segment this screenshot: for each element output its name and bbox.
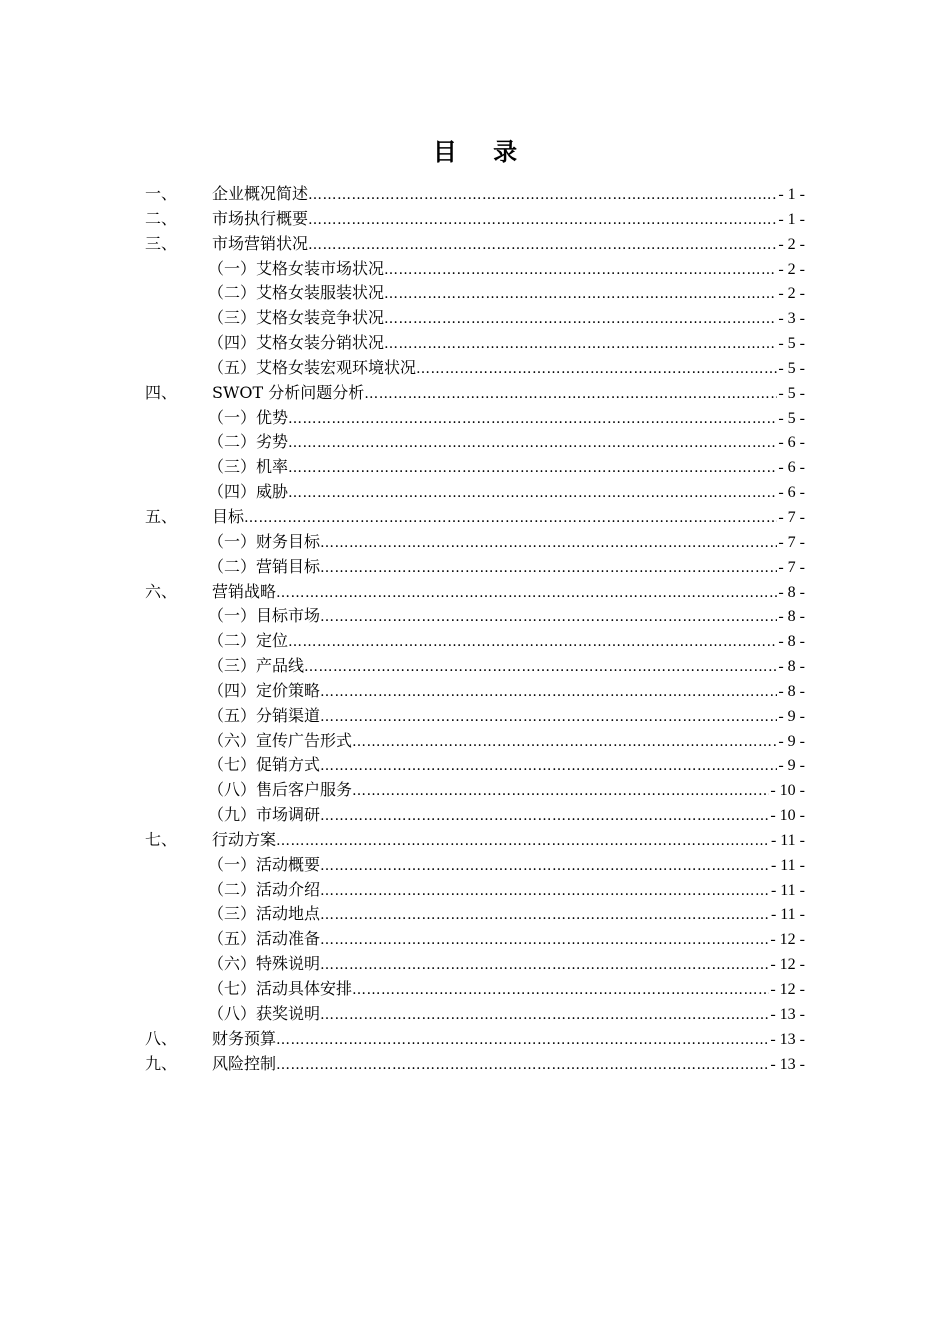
toc-entry-page-number: - 12 - xyxy=(770,931,805,949)
toc-dot-leader xyxy=(384,307,777,331)
toc-entry-page-number: - 11 - xyxy=(770,881,805,899)
toc-entry[interactable] xyxy=(145,381,805,406)
toc-entry-body xyxy=(208,729,805,754)
toc-entry-page-number: - 11 - xyxy=(770,856,805,874)
toc-entry-number: 九、 xyxy=(145,1053,178,1073)
toc-entry[interactable] xyxy=(145,1002,805,1027)
toc-dot-leader xyxy=(320,953,769,977)
toc-entry-title: 行动方案 xyxy=(212,828,276,853)
toc-entry[interactable] xyxy=(145,1027,805,1052)
toc-entry-title: （三）活动地点 xyxy=(208,902,320,927)
toc-entry-title: 目标 xyxy=(212,505,244,530)
toc-entry-page-number: - 8 - xyxy=(778,608,805,626)
toc-entry-number: 六、 xyxy=(145,581,178,601)
toc-entry-title: （四）威胁 xyxy=(208,480,288,505)
toc-entry-title: （二）艾格女装服装状况 xyxy=(208,281,384,306)
toc-entry-body xyxy=(208,753,805,778)
toc-entry-number: 八、 xyxy=(145,1028,178,1048)
toc-entry-body xyxy=(208,257,805,282)
toc-entry-page-number: - 8 - xyxy=(778,682,805,700)
toc-entry-body xyxy=(208,306,805,331)
toc-entry[interactable] xyxy=(145,1052,805,1077)
toc-entry[interactable] xyxy=(145,505,805,530)
toc-dot-leader xyxy=(308,183,777,207)
toc-entry-title: （二）营销目标 xyxy=(208,555,320,580)
toc-entry-page-number: - 6 - xyxy=(778,484,805,502)
toc-entry-page-number: - 1 - xyxy=(778,210,805,228)
toc-entry[interactable] xyxy=(145,480,805,505)
toc-entry-number: 一、 xyxy=(145,184,178,203)
toc-dot-leader xyxy=(384,332,777,356)
toc-entry-page-number: - 3 - xyxy=(778,310,805,328)
toc-entry-page-number: - 6 - xyxy=(778,434,805,452)
toc-dot-leader xyxy=(320,1003,769,1027)
toc-entry-body xyxy=(208,331,805,356)
toc-entry[interactable] xyxy=(145,182,805,207)
toc-dot-leader xyxy=(320,754,777,778)
toc-entry-page-number: - 6 - xyxy=(778,459,805,477)
toc-entry-body xyxy=(208,629,805,654)
toc-entry-page-number: - 5 - xyxy=(778,409,805,427)
toc-entry-page-number: - 2 - xyxy=(778,260,805,278)
toc-entry-page-number: - 13 - xyxy=(770,1055,805,1073)
toc-dot-leader xyxy=(276,1053,769,1077)
toc-dot-leader xyxy=(364,382,777,406)
toc-entry-title: （五）艾格女装宏观环境状况 xyxy=(208,356,416,381)
toc-entry-title: （四）艾格女装分销状况 xyxy=(208,331,384,356)
table-of-contents xyxy=(145,182,805,1076)
toc-entry-body xyxy=(208,430,805,455)
toc-entry[interactable] xyxy=(145,232,805,257)
toc-dot-leader xyxy=(304,655,777,679)
toc-entry-page-number: - 8 - xyxy=(778,658,805,676)
toc-dot-leader xyxy=(320,605,777,629)
toc-entry-title: 风险控制 xyxy=(212,1052,276,1077)
toc-entry[interactable] xyxy=(145,580,805,605)
toc-entry[interactable] xyxy=(145,952,805,977)
toc-entry-page-number: - 12 - xyxy=(770,956,805,974)
toc-entry-page-number: - 1 - xyxy=(778,186,805,203)
toc-entry[interactable] xyxy=(145,977,805,1002)
toc-entry-title: SWOT 分析问题分析 xyxy=(212,381,364,406)
toc-entry[interactable] xyxy=(145,306,805,331)
toc-entry-title: （一）艾格女装市场状况 xyxy=(208,257,384,282)
toc-entry-title: （八）获奖说明 xyxy=(208,1002,320,1027)
toc-entry[interactable] xyxy=(145,331,805,356)
toc-entry-title: （六）特殊说明 xyxy=(208,952,320,977)
toc-entry[interactable] xyxy=(145,853,805,878)
toc-dot-leader xyxy=(320,928,769,952)
toc-entry-title: （二）劣势 xyxy=(208,430,288,455)
toc-dot-leader xyxy=(288,481,777,505)
toc-dot-leader xyxy=(320,531,777,555)
toc-dot-leader xyxy=(276,1028,769,1052)
toc-entry-body xyxy=(208,778,805,803)
toc-entry-body xyxy=(208,1002,805,1027)
toc-entry[interactable] xyxy=(145,654,805,679)
toc-entry[interactable] xyxy=(145,455,805,480)
toc-entry-body xyxy=(212,505,805,530)
toc-entry[interactable] xyxy=(145,530,805,555)
toc-entry[interactable] xyxy=(145,406,805,431)
toc-dot-leader xyxy=(352,779,769,803)
toc-entry-body xyxy=(208,455,805,480)
toc-entry-page-number: - 7 - xyxy=(778,558,805,576)
toc-entry-page-number: - 11 - xyxy=(770,906,805,924)
toc-entry-title: （三）机率 xyxy=(208,455,288,480)
toc-dot-leader xyxy=(276,581,777,605)
toc-entry-body xyxy=(208,704,805,729)
toc-entry-body xyxy=(208,654,805,679)
toc-dot-leader xyxy=(276,829,770,853)
toc-entry-body xyxy=(208,952,805,977)
toc-entry[interactable] xyxy=(145,604,805,629)
toc-entry-title: （一）优势 xyxy=(208,406,288,431)
toc-entry-page-number: - 5 - xyxy=(778,384,805,402)
toc-entry-title: （四）定价策略 xyxy=(208,679,320,704)
toc-entry-title: （三）艾格女装竞争状况 xyxy=(208,306,384,331)
toc-entry-body xyxy=(208,604,805,629)
toc-entry-page-number: - 9 - xyxy=(778,732,805,750)
toc-entry[interactable] xyxy=(145,207,805,232)
toc-dot-leader xyxy=(320,879,770,903)
toc-dot-leader xyxy=(384,282,777,306)
toc-entry-number: 三、 xyxy=(145,233,178,253)
toc-entry[interactable] xyxy=(145,729,805,754)
toc-entry-title: （二）定位 xyxy=(208,629,288,654)
toc-entry[interactable] xyxy=(145,878,805,903)
toc-entry-title: （七）活动具体安排 xyxy=(208,977,352,1002)
toc-dot-leader xyxy=(308,208,777,232)
toc-entry-title: 企业概况简述 xyxy=(212,182,308,207)
toc-entry-page-number: - 11 - xyxy=(770,831,805,849)
toc-entry[interactable] xyxy=(145,828,805,853)
toc-entry[interactable] xyxy=(145,629,805,654)
toc-entry[interactable] xyxy=(145,281,805,306)
toc-entry-body xyxy=(212,1052,805,1077)
toc-entry[interactable] xyxy=(145,902,805,927)
toc-entry-page-number: - 10 - xyxy=(770,782,805,800)
toc-entry-title: （一）目标市场 xyxy=(208,604,320,629)
toc-dot-leader xyxy=(320,680,777,704)
toc-entry-body xyxy=(208,555,805,580)
toc-dot-leader xyxy=(320,903,770,927)
toc-entry-body xyxy=(208,281,805,306)
toc-entry[interactable] xyxy=(145,679,805,704)
toc-entry-page-number: - 5 - xyxy=(778,359,805,377)
toc-entry-body xyxy=(212,182,805,207)
toc-entry-page-number: - 8 - xyxy=(778,583,805,601)
toc-dot-leader xyxy=(352,730,777,754)
toc-entry-title: （一）财务目标 xyxy=(208,530,320,555)
toc-entry[interactable] xyxy=(145,555,805,580)
toc-entry-body xyxy=(208,977,805,1002)
toc-dot-leader xyxy=(320,804,769,828)
toc-dot-leader xyxy=(320,556,777,580)
toc-entry-body xyxy=(208,878,805,903)
toc-entry-body xyxy=(212,1027,805,1052)
toc-entry-number: 七、 xyxy=(145,829,178,849)
toc-entry-title: （五）活动准备 xyxy=(208,927,320,952)
toc-entry[interactable] xyxy=(145,753,805,778)
toc-entry-title: （一）活动概要 xyxy=(208,853,320,878)
toc-entry-title: 市场执行概要 xyxy=(212,207,308,232)
toc-entry-page-number: - 5 - xyxy=(778,335,805,353)
toc-dot-leader xyxy=(384,258,777,282)
toc-entry-number: 二、 xyxy=(145,208,178,228)
toc-entry-title: 市场营销状况 xyxy=(212,232,308,257)
toc-entry[interactable] xyxy=(145,778,805,803)
toc-entry-title: （九）市场调研 xyxy=(208,803,320,828)
toc-entry-page-number: - 12 - xyxy=(770,981,805,998)
toc-entry-body xyxy=(208,356,805,381)
toc-entry-page-number: - 2 - xyxy=(778,235,805,253)
toc-entry-body xyxy=(208,406,805,431)
toc-dot-leader xyxy=(244,506,777,530)
toc-dot-leader xyxy=(288,407,777,431)
toc-entry-page-number: - 13 - xyxy=(770,1030,805,1048)
toc-entry-page-number: - 10 - xyxy=(770,807,805,825)
toc-entry-number: 四、 xyxy=(145,382,178,402)
page-title: 目 录 xyxy=(432,138,532,166)
toc-dot-leader xyxy=(416,357,777,381)
toc-entry-page-number: - 13 - xyxy=(770,1005,805,1023)
toc-dot-leader xyxy=(288,456,777,480)
toc-entry-title: （七）促销方式 xyxy=(208,753,320,778)
toc-entry-page-number: - 9 - xyxy=(778,757,805,775)
toc-entry-body xyxy=(208,803,805,828)
toc-dot-leader xyxy=(288,630,777,654)
toc-entry-title: （二）活动介绍 xyxy=(208,878,320,903)
toc-entry[interactable] xyxy=(145,430,805,455)
toc-entry-page-number: - 2 - xyxy=(778,285,805,303)
toc-entry[interactable] xyxy=(145,356,805,381)
toc-entry[interactable] xyxy=(145,257,805,282)
toc-entry-body xyxy=(208,530,805,555)
toc-entry-title: （八）售后客户服务 xyxy=(208,778,352,803)
toc-entry-number: 五、 xyxy=(145,506,178,526)
toc-entry[interactable] xyxy=(145,927,805,952)
toc-entry-body xyxy=(208,679,805,704)
toc-entry[interactable] xyxy=(145,803,805,828)
toc-entry-body xyxy=(212,207,805,232)
toc-dot-leader xyxy=(288,431,777,455)
toc-entry-body xyxy=(208,853,805,878)
toc-entry-title: （五）分销渠道 xyxy=(208,704,320,729)
toc-entry-body xyxy=(208,480,805,505)
toc-entry-body xyxy=(212,232,805,257)
toc-dot-leader xyxy=(308,233,777,257)
toc-dot-leader xyxy=(352,978,769,1002)
toc-entry-page-number: - 9 - xyxy=(778,707,805,725)
toc-entry-body xyxy=(212,381,805,406)
toc-entry-body xyxy=(212,580,805,605)
toc-entry-page-number: - 7 - xyxy=(778,533,805,551)
toc-entry-title: 财务预算 xyxy=(212,1027,276,1052)
toc-entry-page-number: - 8 - xyxy=(778,633,805,651)
toc-entry-page-number: - 7 - xyxy=(778,508,805,526)
toc-entry-body xyxy=(208,902,805,927)
toc-entry[interactable] xyxy=(145,704,805,729)
toc-dot-leader xyxy=(320,705,777,729)
toc-entry-title: （六）宣传广告形式 xyxy=(208,729,352,754)
toc-entry-body xyxy=(212,828,805,853)
toc-dot-leader xyxy=(320,854,770,878)
toc-entry-body xyxy=(208,927,805,952)
toc-entry-title: 营销战略 xyxy=(212,580,276,605)
toc-entry-title: （三）产品线 xyxy=(208,654,304,679)
